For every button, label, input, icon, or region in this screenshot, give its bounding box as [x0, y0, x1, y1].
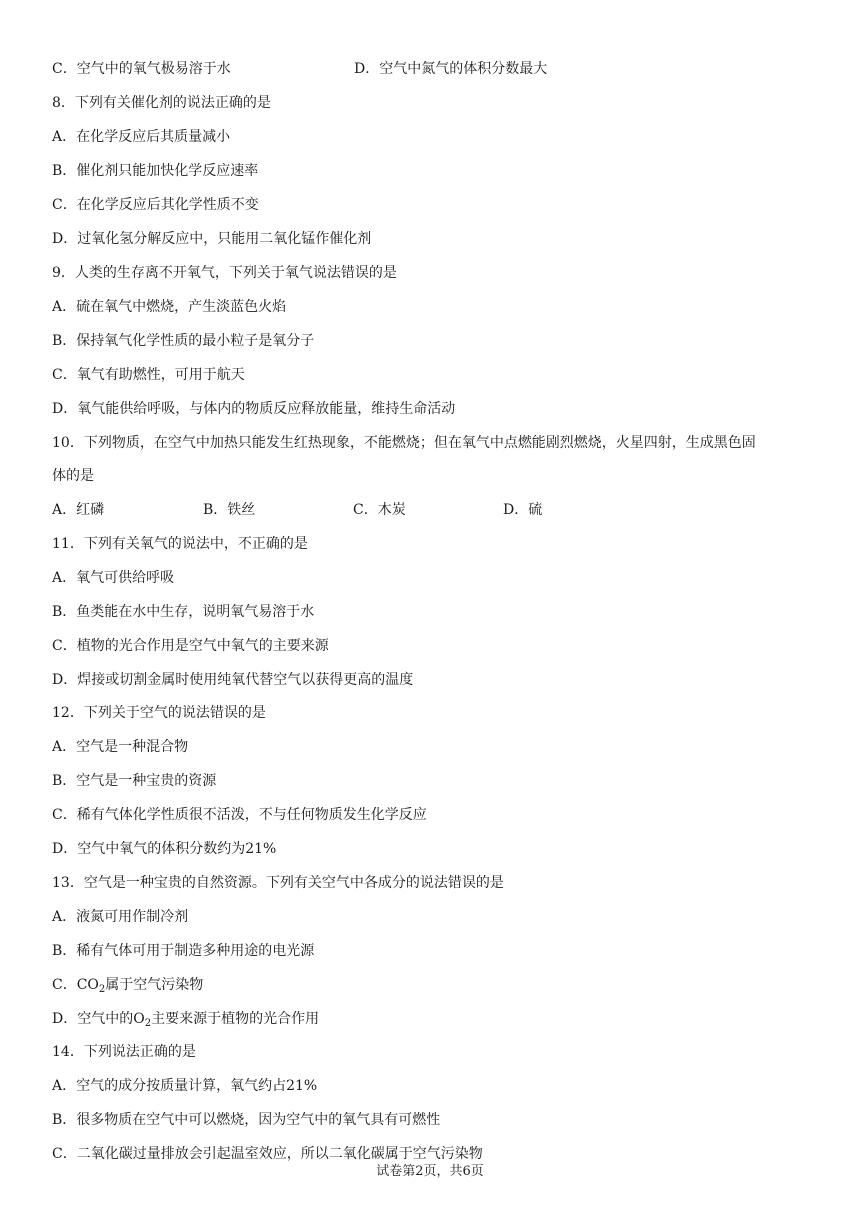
q11-option-c: C．植物的光合作用是空气中氧气的主要来源: [52, 638, 329, 654]
q13d-prefix: D．空气中的O: [52, 1011, 145, 1027]
page-footer: 试卷第2页，共6页: [376, 1164, 484, 1179]
q12-option-d: D．空气中氧气的体积分数约为21%: [52, 841, 277, 857]
q7-option-c: C．空气中的氧气极易溶于水: [52, 61, 231, 77]
q13-stem: 13．空气是一种宝贵的自然资源。下列有关空气中各成分的说法错误的是: [52, 875, 504, 891]
q10-option-d: D．硫: [503, 502, 543, 518]
q9-option-a: A．硫在氧气中燃烧，产生淡蓝色火焰: [52, 299, 287, 315]
q11-stem: 11．下列有关氧气的说法中，不正确的是: [52, 536, 308, 552]
q12-option-b: B．空气是一种宝贵的资源: [52, 773, 217, 789]
q14-option-c: C．二氧化碳过量排放会引起温室效应，所以二氧化碳属于空气污染物: [52, 1146, 483, 1162]
q9-option-b: B．保持氧气化学性质的最小粒子是氧分子: [52, 333, 315, 349]
q13d-subscript: 2: [144, 1018, 152, 1029]
q8-option-b: B．催化剂只能加快化学反应速率: [52, 163, 259, 179]
q13-option-c: [52, 976, 203, 994]
q10-stem-line2: 体的是: [52, 468, 94, 484]
q8-stem: 8．下列有关催化剂的说法正确的是: [52, 95, 271, 111]
q12-option-a: A．空气是一种混合物: [52, 739, 189, 755]
q8-option-c: C．在化学反应后其化学性质不变: [52, 197, 259, 213]
q9-option-c: C．氧气有助燃性，可用于航天: [52, 367, 245, 383]
q10-option-a: A．红磷: [52, 502, 105, 518]
q12-option-c: C．稀有气体化学性质很不活泼，不与任何物质发生化学反应: [52, 807, 427, 823]
q13-option-d: [52, 1010, 319, 1028]
q14-option-a: A．空气的成分按质量计算，氧气约占21%: [52, 1078, 318, 1094]
q7-option-d: D．空气中氮气的体积分数最大: [354, 61, 548, 77]
q10-stem-line1: 10．下列物质，在空气中加热只能发生红热现象，不能燃烧；但在氧气中点燃能剧烈燃烧，火星四射，生成黑色固: [52, 435, 756, 451]
q9-stem: 9．人类的生存离不开氧气，下列关于氧气说法错误的是: [52, 265, 397, 281]
q11-option-a: A．氧气可供给呼吸: [52, 570, 175, 586]
q13c-subscript: 2: [98, 984, 106, 995]
q11-option-d: D．焊接或切割金属时使用纯氧代替空气以获得更高的温度: [52, 672, 414, 688]
q13d-suffix: 主要来源于植物的光合作用: [151, 1011, 320, 1027]
q13-option-b: B．稀有气体可用于制造多种用途的电光源: [52, 943, 315, 959]
q8-option-a: A．在化学反应后其质量减小: [52, 129, 231, 145]
q9-option-d: D．氧气能供给呼吸，与体内的物质反应释放能量，维持生命活动: [52, 401, 456, 417]
q13-option-a: A．液氮可用作制冷剂: [52, 909, 189, 925]
q14-stem: 14．下列说法正确的是: [52, 1044, 196, 1060]
q13c-prefix: C．CO: [52, 977, 99, 993]
q11-option-b: B．鱼类能在水中生存，说明氧气易溶于水: [52, 604, 315, 620]
q10-option-b: B．铁丝: [203, 502, 256, 518]
q10-option-c: C．木炭: [353, 502, 406, 518]
q12-stem: 12．下列关于空气的说法错误的是: [52, 705, 266, 721]
q13c-suffix: 属于空气污染物: [105, 977, 204, 993]
q14-option-b: B．很多物质在空气中可以燃烧，因为空气中的氧气具有可燃性: [52, 1112, 441, 1128]
q8-option-d: D．过氧化氢分解反应中，只能用二氧化锰作催化剂: [52, 231, 372, 247]
